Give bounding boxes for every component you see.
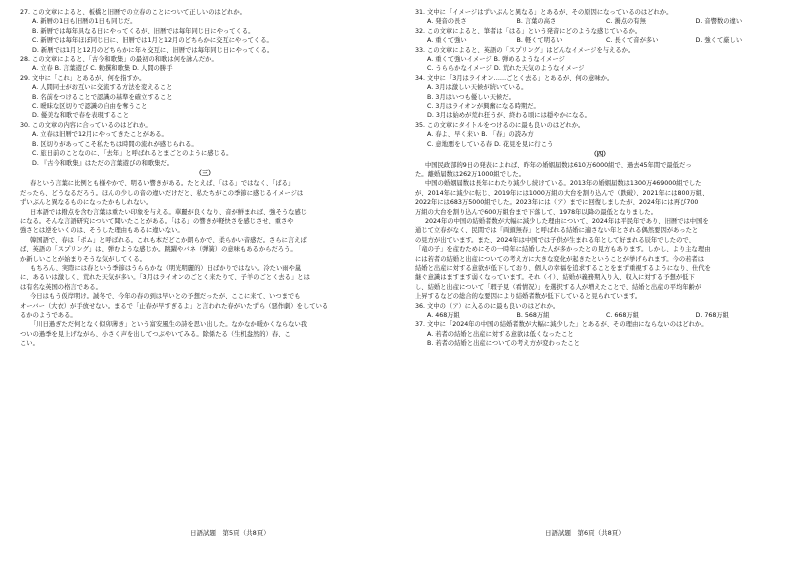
passage-paragraph-start: 春という言葉に比例とも様やかで、明るい響きがある。たとえば、「はる」ではなく、「ばる」 (30, 180, 295, 188)
left-page-footer: 日語試題 第5頁（共8頁） (190, 529, 270, 537)
answer-option: D. 優美な和歌で春を表現すること (32, 112, 130, 120)
section-heading: （四） (590, 151, 610, 159)
answer-option: B. 568万組 (516, 312, 550, 319)
question-text: 37. 文中に「2024年の中国の結婚者数が大幅に減少した」とあるが、その理由にならないのはどれか。 (415, 321, 708, 329)
passage-line: か新しいことが始まりそうな気がしてくる。 (20, 255, 146, 263)
passage-line: ずいぶんと異なるものになったかもしれない。 (20, 199, 153, 207)
question-text: 36. 文中の（ア）に入るのに最も良いのはどれか。 (415, 302, 560, 310)
passage-paragraph-start: 韓国語で、春は「ポム」と呼ばれる。これも本だどこか朗らかで、柔らかい音感だ。さらに言えば (30, 236, 307, 244)
passage-paragraph-start: 中国の婚姻届数は長年にわたり減少し続けている。2013年の婚姻届数は1300万469000組でした (425, 180, 702, 188)
passage-line: オーバー（大衣）が手放せない。まるで「止春が早すぎるよ」と言われた春がいたずら（惡作劇）をしている (20, 302, 329, 310)
question-text: 27. この文章によると、板橋と旧暦での立春のことについて正しいのはどれか。 (20, 9, 246, 16)
passage-paragraph-start: 2024年の中国の結婚者数が大幅に減少した理由について、2024年は平民年であり、旧暦では中国を (425, 217, 709, 225)
answer-option: C. 668万組 (606, 312, 640, 319)
passage-paragraph-start: 日本語では撥点を含む言葉は重たい印象を与える。華麗が良くなり、音が鮮まれば、強そうな感じ (30, 208, 308, 216)
answer-option: B. 区切りがあってこそ私たちは時間の流れが感じられる。 (32, 140, 198, 148)
answer-option: C. 長くて音が多い (606, 37, 659, 45)
answer-option: C. 曖昧な区切りで認識の自由を奪うこと (32, 103, 148, 111)
question-text: 28. この文章によると、「古今和歌集」の最初の和歌は何を詠んだか。 (20, 56, 218, 64)
question-text: 35. この文章にタイトルをつけるのに最も良いのはどれか。 (415, 121, 585, 129)
passage-line: に、あるいは激しく、荒れた天気が多い。「3月はライオンのごとく来たりて、子羊のごとく去る」とは (20, 274, 310, 282)
passage-paragraph-start: 中国民政部的9日の発表によれば、昨年の婚姻届数は610万6000組で、過去45年間で最低だっ (425, 161, 692, 169)
passage-line: が、2014年に減少に転じ、2019年には1000万組の大台を割り込んで（跌破）、2021年には800万組、 (415, 189, 709, 197)
answer-option: D. 強くて厳しい (695, 37, 743, 45)
answer-option: A. 3月は激しい天候が続いている。 (427, 84, 528, 92)
passage-paragraph-start: もちろん、実際には春という季節はうららかな（明光明麗的）日ばかりではない。冷たい雨や嵐 (30, 264, 302, 272)
answer-option: C. 濁点の有無 (606, 18, 646, 26)
passage-line: 継ぐ意識はますます弱くなっています。それ（イ）、結婚が義務期入り入、収入に対する予想が低下 (415, 274, 695, 282)
answer-options-row (415, 17, 785, 26)
passage-line: の見方が出ています。また、2024年は中国では子供が生まれる年として好まれる辰年でしたので、 (415, 236, 695, 244)
answer-options-row (415, 311, 785, 320)
answer-option: A. 立春 B. 言葉遊び C. 勅撰和歌集 D. 人間の勝手 (32, 65, 173, 73)
passage-line: た。離婚届数は262万1000組でした。 (415, 170, 525, 178)
answer-option: A. 立春は旧暦で12月にやってきたことがある。 (32, 131, 168, 139)
answer-option: A. 発音の長さ (427, 18, 467, 26)
question-text: 31. 文中に「イメージはずいぶんと異なる」とあるが、その原因になっているのはどれか。 (415, 9, 673, 16)
section-heading: （三） (195, 169, 215, 177)
answer-option: A. 春よ、早く来い B. 「春」の読み方 (427, 131, 534, 139)
right-page-column (415, 8, 785, 349)
answer-option: C. 3月はライオンが興奮になる時期だ。 (427, 103, 540, 111)
passage-paragraph-start: 「川日過ぎただ何となく似卯薄き」という富安風生の詩を思い出した。なかなか暖かくならない我 (30, 321, 308, 329)
passage-line: るかのようである。 (20, 312, 77, 319)
passage-line: 「竜の子」を産むためにその一時年に結婚した人が多かったとの見方もあります。しかし、より主な理由 (415, 246, 711, 254)
passage-line: になる。そんな言語研究について聞いたことがある。「はる」の響きが軽快さを感じさせ、重さや (20, 217, 294, 225)
answer-option: B. 名前をつけることで認識の基準を確立すること (32, 93, 173, 101)
answer-option: B. 言葉の高さ (516, 18, 557, 26)
answer-option: D. 『古今和歌集』はただの言葉遊びの和歌集だ。 (32, 159, 174, 167)
answer-option: D. 音響数の違い (695, 18, 743, 26)
answer-option: A. 新暦の1日も旧暦の1日も同じだ。 (32, 18, 137, 26)
passage-line: 通じて立春がなく、民間では「両頭無春」と呼ばれる結婚に適さない年とされる偶然要因があったと (415, 227, 699, 235)
left-page-column (20, 8, 390, 349)
answer-option: A. 重くて強い (427, 37, 467, 45)
answer-options-row (415, 36, 785, 45)
passage-line: 上昇するなどの総合的な要因により結婚者数が低下していると見られています。 (415, 293, 642, 301)
passage-line: は有名な英国の格言である。 (20, 283, 102, 291)
passage-line: 万組の大台を割り込んで600万組台まで下落して、1978年以降の最低となりました。 (415, 208, 658, 216)
answer-option: B. 新暦では毎年具なる日にやってくるが、旧暦では毎年同じ日にやってくる。 (32, 27, 255, 35)
passage-line: だったら、どうなるだろう。ほんの少しの音の違いだけだと、私たちがこの季節に感じるイメージは (20, 189, 304, 197)
answer-option: B. 軽くて明るい (516, 37, 563, 45)
question-text: 33. この文章によると、英語の「スプリング」はどんなイメージを与えるか。 (415, 46, 635, 54)
passage-line: こい。 (20, 340, 39, 348)
right-page-footer: 日語試題 第6頁（共8頁） (545, 529, 625, 537)
answer-option: A. 人間同士がお互いに交流する方法を変えること (32, 84, 173, 92)
answer-option: A. 重くて強いイメージ B. 弾めるようなイメージ (427, 56, 565, 64)
question-text: 34. 文中に「3月はライオン……ごとく去る」とあるが、何の意味か。 (415, 74, 614, 82)
answer-option: D. 768万組 (695, 312, 729, 319)
answer-option: B. 若者の結婚と出産についての考え方が変わったこと (427, 340, 580, 348)
passage-line: ば、英語の「スプリング」は、弾むような感じか。跳躍やバネ（弾簧）の意味もあるからだろう。 (20, 246, 297, 254)
passage-line: 結婚と出産に対する意欲が低下しており、個人の幸福を追求することをまず重視するようになり、仕代を (415, 264, 711, 272)
passage-line: し、結婚と出産について「瑕子見（看情况）」を選択する人が増えたことで、結婚と出産の平均年齢が (415, 283, 702, 291)
answer-option: A. 若者の結婚と出産に対する意欲は低くなったこと (427, 330, 574, 338)
passage-paragraph-start: 今日はもう仮岸明け。誠冬で、今年の春の到は早いとの予想だったが、ここに来て、いつまでも (30, 293, 301, 301)
question-text: 32. この文章によると、筆者は「はる」という発音にどのような感じているか。 (415, 27, 642, 35)
answer-option: C. うららかなイメージ D. 荒れた天気のようなイメージ (427, 65, 585, 73)
answer-option: D. 3月は始めが荒れ狂うが、終わる頃には穏やかになる。 (427, 112, 591, 120)
question-text: 30. この文章の内容に合っているのはどれか。 (20, 121, 152, 129)
answer-option: C. 旅日前のことなのに、「去年」と呼ばれるとまごとのように感じる。 (32, 150, 233, 158)
passage-line: 2022年には683万5000組でした。2023年には（ア）までに回復しましたが、2024年には再び700 (415, 199, 699, 207)
answer-option: C. 新暦では毎年ほぼ同じ日に、旧暦では1月と12月のどちらかに交互にやってくる。 (32, 37, 273, 45)
answer-option: C. 意地悪をしている春 D. 花見を見に行こう (427, 140, 554, 148)
question-text: 29. 文中に「これ」とあるが、何を指すか。 (20, 74, 146, 82)
answer-option: B. 3月はいつも優しい天候だ。 (427, 93, 515, 101)
answer-option: D. 新暦では1月と12月のどちらかに年々交互に、旧暦では毎年同じ日にやってくる。 (32, 46, 274, 54)
passage-line: ついの過季を見上げながら、小さく声を出してつぶやいてみる。除係たる（生机盎然的）春、こ (20, 330, 291, 338)
answer-option: A. 468万組 (427, 312, 460, 319)
passage-line: には若者の結婚と出産についての考え方に大きな変化が起きたということが挙げられます。今の若者は (415, 255, 705, 263)
passage-line: 強さとは逆をいくのは、そうした理由もあるに違いない。 (20, 227, 184, 235)
